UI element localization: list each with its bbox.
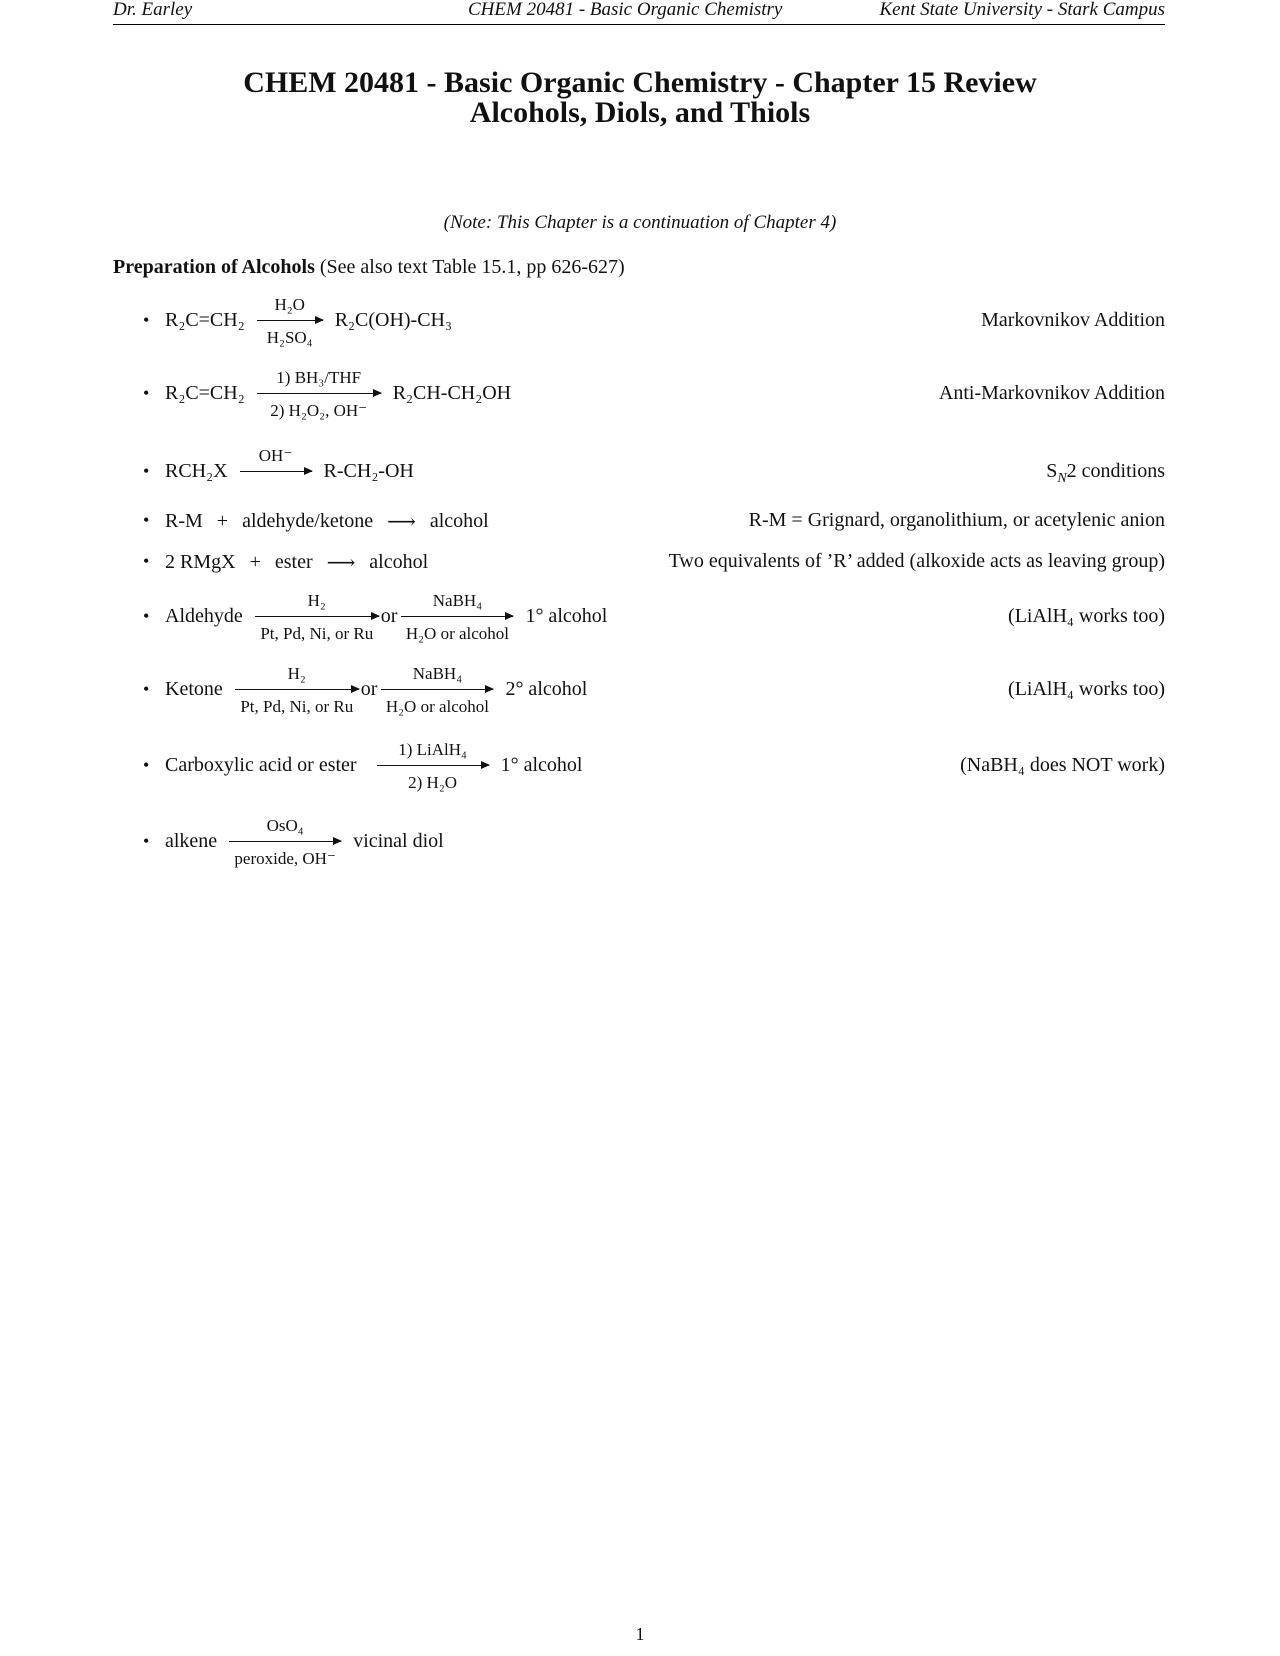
reaction-note: R-M = Grignard, organolithium, or acetylenic anion	[748, 509, 1165, 531]
header-institution: Kent State University - Stark Campus	[879, 0, 1165, 20]
reaction-arrow	[377, 740, 489, 792]
product: R-CH₂-OH	[323, 460, 414, 482]
reaction-note: (LiAlH₄ works too)	[1008, 605, 1165, 627]
product: R₂CH-CH₂OH	[392, 382, 512, 404]
product: 1° alcohol	[525, 605, 608, 627]
bullet-icon: •	[143, 510, 150, 530]
reactant: R₂C=CH₂	[165, 382, 245, 404]
reactant: Ketone	[165, 678, 223, 700]
reactant: Carboxylic acid or ester	[165, 754, 357, 776]
title-line-1: CHEM 20481 - Basic Organic Chemistry - Chapter 15 Review	[243, 66, 1037, 99]
reaction-item	[143, 508, 1165, 540]
arrow-reagent-above: 1) LiAlH₄	[398, 740, 467, 759]
reactant: Aldehyde	[165, 605, 243, 627]
arrow-reagent-above: 1) BH₃/THF	[276, 368, 362, 387]
bullet-icon: •	[143, 755, 150, 775]
arrow-reagent-above: NaBH₄	[432, 591, 483, 610]
product: 1° alcohol	[500, 754, 583, 776]
bullet-icon: •	[143, 606, 150, 626]
reaction-arrow	[255, 591, 379, 643]
reaction-arrow	[240, 446, 312, 472]
reaction-arrow	[257, 295, 323, 347]
product: R₂C(OH)-CH₃	[334, 309, 452, 331]
plus-sign: +	[249, 551, 261, 573]
reaction-item	[143, 814, 1165, 878]
arrow-reagent-above: H₂	[287, 664, 306, 683]
section-title: Preparation of Alcohols	[113, 256, 315, 278]
reaction-arrow	[229, 816, 341, 868]
arrow-reagent-below: 2) H₂O₂, OH⁻	[270, 401, 368, 420]
or-text: or	[360, 678, 378, 700]
reaction-item	[143, 366, 1165, 430]
arrow-reagent-above: OH⁻	[258, 446, 293, 465]
bullet-icon: •	[143, 310, 150, 330]
reaction-item	[143, 293, 1165, 357]
arrow-reagent-below: Pt, Pd, Ni, or Ru	[260, 624, 374, 643]
product: alcohol	[369, 551, 429, 573]
reaction-item	[143, 444, 1165, 508]
arrow-reagent-below: H₂O or alcohol	[405, 624, 510, 643]
title-line-2: Alcohols, Diols, and Thiols	[469, 96, 811, 129]
bullet-icon: •	[143, 383, 150, 403]
document-title	[0, 68, 1280, 128]
reactant: alkene	[165, 830, 218, 852]
page-header	[113, 0, 1165, 25]
bullet-icon: •	[143, 679, 150, 699]
reaction-note: (LiAlH₄ works too)	[1008, 678, 1165, 700]
reaction-arrow	[381, 664, 493, 716]
product: alcohol	[429, 510, 489, 532]
bullet-icon: •	[143, 551, 150, 571]
reaction-item	[143, 549, 1165, 581]
reaction-note: $S_N2$ conditions	[1046, 460, 1165, 486]
product: 2° alcohol	[505, 678, 588, 700]
arrow-reagent-above: NaBH₄	[412, 664, 463, 683]
reactant: R-M	[165, 510, 203, 532]
arrow-reagent-above: H₂	[307, 591, 326, 610]
or-text: or	[380, 605, 398, 627]
reaction-note: Anti-Markovnikov Addition	[938, 382, 1165, 404]
product: vicinal diol	[353, 830, 444, 852]
arrow-reagent-below: peroxide, OH⁻	[234, 849, 336, 868]
header-author: Dr. Earley	[113, 0, 193, 20]
reactant: R₂C=CH₂	[165, 309, 245, 331]
reaction-note: (NaBH₄ does NOT work)	[960, 754, 1165, 776]
arrow-reagent-above: H₂O	[274, 295, 305, 314]
reagent: aldehyde/ketone	[242, 510, 374, 532]
page-number: 1	[635, 1624, 645, 1644]
section-heading	[113, 256, 625, 279]
plus-sign: +	[216, 510, 229, 532]
reaction-note: Two equivalents of ’R’ added (alkoxide acts as leaving group)	[668, 550, 1165, 572]
bullet-icon: •	[143, 461, 150, 481]
reaction-arrow	[401, 591, 513, 643]
header-course: CHEM 20481 - Basic Organic Chemistry	[468, 0, 783, 20]
bullet-icon: •	[143, 831, 150, 851]
reaction-item	[143, 588, 1165, 652]
arrow-reagent-below: H₂O or alcohol	[385, 697, 490, 716]
reaction-arrow: ⟶	[387, 511, 416, 533]
reagent: ester	[274, 551, 313, 573]
section-reference: (See also text Table 15.1, pp 626-627)	[319, 256, 625, 278]
reaction-arrow	[235, 664, 359, 716]
reactant: RCH₂X	[165, 460, 228, 482]
reaction-note: Markovnikov Addition	[981, 309, 1165, 331]
reaction-arrow: ⟶	[326, 552, 356, 574]
reaction-item	[143, 738, 1165, 802]
chapter-note: (Note: This Chapter is a continuation of Chapter 4)	[443, 212, 837, 233]
arrow-reagent-below: Pt, Pd, Ni, or Ru	[240, 697, 354, 716]
arrow-reagent-above: OsO₄	[266, 816, 304, 835]
arrow-reagent-below: 2) H₂O	[408, 773, 458, 792]
reactant: 2 RMgX	[165, 551, 236, 573]
reaction-arrow	[257, 368, 381, 420]
reaction-item	[143, 662, 1165, 726]
arrow-reagent-below: H₂SO₄	[266, 328, 313, 347]
